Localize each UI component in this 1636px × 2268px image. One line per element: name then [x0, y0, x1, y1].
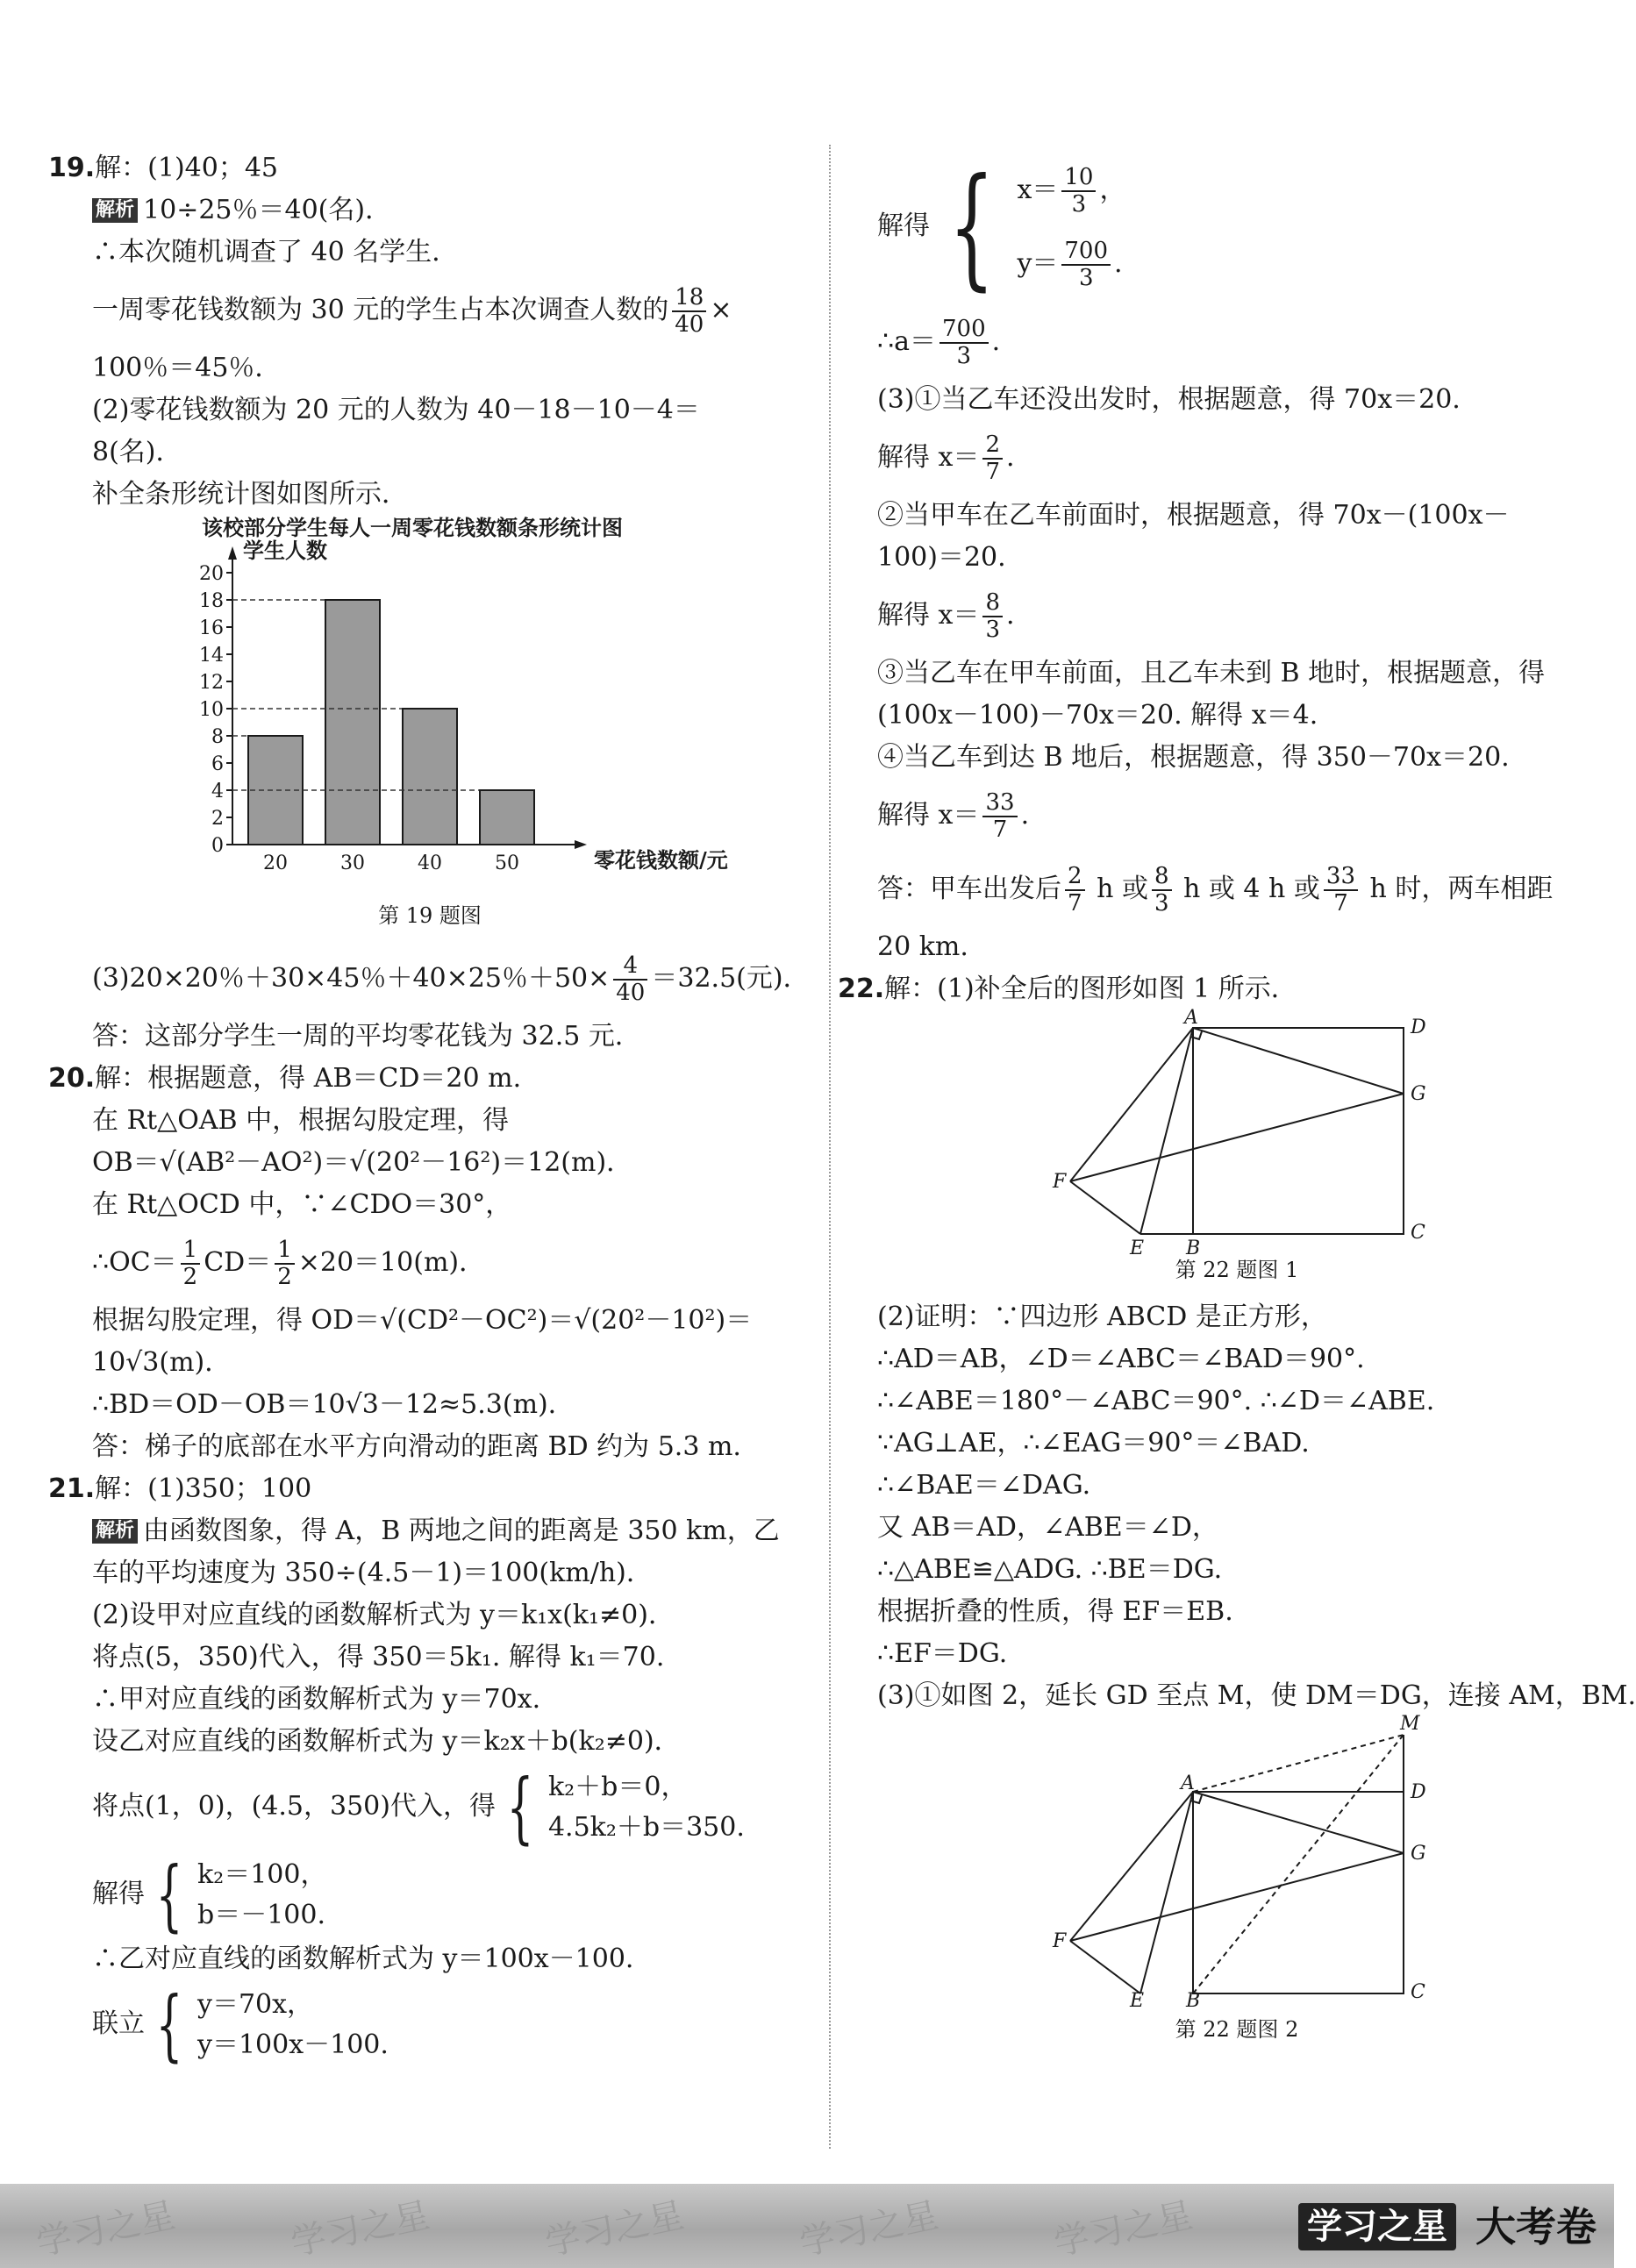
y-tick-label: 16	[199, 617, 224, 639]
brand-logo: 学习之星	[1298, 2203, 1456, 2250]
fraction: $\frac{4}{40}$	[613, 953, 647, 1005]
left-column	[48, 147, 811, 2068]
q19-number: 19.	[48, 153, 96, 183]
q22-line: ∴∠BAE＝∠DAG.	[877, 1470, 1091, 1501]
footer-band	[0, 2184, 1614, 2268]
fraction: $\frac{8}{3}$	[1152, 864, 1172, 916]
fraction: $\frac{700}{3}$	[1061, 239, 1111, 290]
watermark: 学习之星	[32, 2194, 179, 2264]
chart-title: 该校部分学生每人一周零花钱数额条形统计图	[202, 515, 623, 540]
q22-line: ∴EF＝DG.	[877, 1638, 1008, 1669]
brace-icon: {	[155, 1850, 183, 1940]
watermark: 学习之星	[1050, 2194, 1197, 2264]
q21-line: ③当乙车在甲车前面，且乙车未到 B 地时，根据题意，得	[877, 658, 1546, 688]
q20-line: 根据勾股定理，得 OD＝√(CD²－OC²)＝√(20²－10²)＝	[92, 1305, 753, 1336]
bar	[480, 790, 534, 845]
fraction: $\frac{8}{3}$	[982, 590, 1003, 642]
y-tick-label: 12	[199, 672, 224, 694]
segment-af	[1070, 1792, 1193, 1941]
q21-line: 解得 x＝ $\frac{8}{3}$ .	[877, 589, 1015, 643]
y-tick-label: 4	[211, 781, 224, 802]
y-tick-label: 8	[211, 726, 224, 748]
label-f: F	[1053, 1171, 1067, 1193]
q21-line: 解析 由函数图象，得 A，B 两地之间的距离是 350 km，乙	[48, 1510, 811, 1552]
q20-head: 20.解：根据题意，得 AB＝CD＝20 m.	[48, 1063, 522, 1094]
q19-analysis-1: 解析 10÷25％＝40(名)．	[48, 189, 811, 232]
q19-line: 补全条形统计图如图所示．	[92, 479, 408, 510]
q21-line: ②当甲车在乙车前面时，根据题意，得 70x－(100x－	[877, 500, 1510, 531]
label-g: G	[1411, 1083, 1426, 1105]
column-divider	[829, 145, 831, 2149]
brace-icon: {	[155, 1979, 183, 2070]
label-c: C	[1411, 1981, 1425, 2003]
segment-fe	[1070, 1181, 1140, 1234]
q19-head: 19.解：(1)40；45	[48, 153, 278, 183]
q20-line: 10√3(m)．	[92, 1347, 232, 1378]
label-m: M	[1400, 1713, 1420, 1735]
q20-line: ∴BD＝OD－OB＝10√3－12≈5.3(m)．	[92, 1389, 575, 1420]
brace-icon: {	[948, 151, 995, 303]
q22-line: ∵AG⊥AE，∴∠EAG＝90°＝∠BAD.	[877, 1428, 1310, 1459]
equation-system: { k₂＋b＝0， 4.5k₂＋b＝350.	[506, 1762, 745, 1852]
label-e: E	[1130, 1990, 1145, 2012]
q21-line: 设乙对应直线的函数解析式为 y＝k₂x＋b(k₂≠0)．	[92, 1726, 681, 1757]
bar-chart	[149, 515, 728, 893]
fraction: $\frac{33}{7}$	[982, 790, 1017, 842]
y-tick-label: 14	[199, 645, 224, 667]
label-e: E	[1130, 1237, 1145, 1259]
y-tick-label: 20	[199, 563, 224, 585]
segment-ag	[1193, 1028, 1404, 1094]
label-g: G	[1411, 1843, 1426, 1865]
q19-line: (2)零花钱数额为 20 元的人数为 40－18－10－4＝	[92, 395, 700, 425]
fraction: $\frac{2}{7}$	[1065, 864, 1085, 916]
y-tick-label: 2	[211, 808, 224, 830]
figure-caption: 第 22 题图 2	[1175, 2017, 1299, 2042]
x-axis-label: 零花钱数额/元	[594, 847, 728, 873]
q20-number: 20.	[48, 1063, 96, 1094]
geometry-figure-2	[1053, 1713, 1426, 2012]
square-abcd	[1193, 1028, 1404, 1234]
q21-line: 解得 x＝ $\frac{2}{7}$ .	[877, 431, 1015, 485]
fraction: $\frac{700}{3}$	[939, 317, 989, 368]
watermark: 学习之星	[287, 2194, 433, 2264]
q21-line: 100)＝20.	[877, 542, 1006, 573]
label-b: B	[1186, 1237, 1201, 1259]
q21-head: 21.解：(1)350；100	[48, 1473, 312, 1504]
q21-line: 20 km.	[877, 931, 968, 962]
fraction: $\frac{10}{3}$	[1061, 165, 1096, 217]
x-tick-label: 30	[340, 852, 365, 874]
q21-line: (3)①当乙车还没出发时，根据题意，得 70x＝20.	[877, 384, 1461, 415]
figure-caption: 第 19 题图	[378, 903, 482, 928]
q22-number: 22.	[838, 974, 885, 1004]
q21-line: 将点(5，350)代入，得 350＝5k₁. 解得 k₁＝70.	[92, 1642, 665, 1672]
segment-bm	[1193, 1735, 1404, 1993]
q22-line: 根据折叠的性质，得 EF＝EB.	[877, 1596, 1233, 1627]
q22-line: ∴AD＝AB，∠D＝∠ABC＝∠BAD＝90°.	[877, 1344, 1365, 1374]
segment-ae	[1140, 1792, 1193, 1993]
q22-line: (3)①如图 2，延长 GD 至点 M，使 DM＝DG，连接 AM，BM.	[877, 1680, 1636, 1711]
q21-line: 解得 { k₂＝100， b＝－100.	[92, 1850, 327, 1940]
q21-line: 将点(1，0)，(4.5，350)代入，得 { k₂＋b＝0， 4.5k₂＋b＝350.	[92, 1762, 745, 1852]
label-b: B	[1186, 1990, 1201, 2012]
fraction: $\frac{1}{2}$	[181, 1237, 201, 1289]
q21-line: (2)设甲对应直线的函数解析式为 y＝k₁x(k₁≠0)．	[92, 1600, 675, 1630]
y-axis-arrow	[228, 546, 237, 560]
q21-line: 解得 x＝ $\frac{33}{7}$ .	[877, 789, 1030, 843]
y-tick-label: 18	[199, 590, 224, 612]
fraction: $\frac{33}{7}$	[1324, 864, 1358, 916]
y-axis-label: 学生人数	[243, 538, 327, 563]
segment-am	[1193, 1735, 1404, 1792]
label-f: F	[1053, 1930, 1067, 1952]
q19-line: (3)20×20％＋30×45％＋40×25％＋50× $\frac{4}{40}$ ＝32.5(元)．	[92, 952, 810, 1006]
q21-line: ∴甲对应直线的函数解析式为 y＝70x.	[92, 1684, 541, 1715]
q21-line: (100x－100)－70x＝20. 解得 x＝4.	[877, 700, 1318, 731]
x-tick-label: 50	[495, 852, 519, 874]
segment-af	[1070, 1028, 1193, 1181]
equation-system: { k₂＝100， b＝－100.	[155, 1850, 327, 1940]
q22-line: (2)证明：∵四边形 ABCD 是正方形，	[877, 1302, 1327, 1332]
watermark: 学习之星	[541, 2194, 688, 2264]
label-d: D	[1411, 1781, 1426, 1803]
geometry-figure-1	[1053, 1007, 1426, 1259]
label-c: C	[1411, 1222, 1425, 1244]
x-axis-arrow	[575, 840, 587, 849]
analysis-tag: 解析	[92, 1519, 138, 1544]
label-a: A	[1181, 1772, 1195, 1794]
q19-line: ∴本次随机调查了 40 名学生．	[92, 237, 459, 267]
q22-line: 又 AB＝AD，∠ABE＝∠D，	[877, 1512, 1218, 1543]
q21-line: 联立 { y＝70x， y＝100x－100.	[92, 1979, 389, 2070]
q21-line: 答：甲车出发后 $\frac{2}{7}$ h 或 $\frac{8}{3}$ h 或 4 h 或 $\frac{33}{7}$ h 时，两车相距	[877, 863, 1554, 916]
q21-line: ∴乙对应直线的函数解析式为 y＝100x－100.	[92, 1943, 634, 1974]
analysis-tag: 解析	[92, 198, 138, 223]
q22-line: ∴△ABE≌△ADG. ∴BE＝DG.	[877, 1554, 1223, 1585]
q19-line: 8(名)．	[92, 437, 182, 467]
segment-fg	[1070, 1853, 1404, 1941]
q22-line: ∴∠ABE＝180°－∠ABC＝90°. ∴∠D＝∠ABE.	[877, 1386, 1435, 1416]
watermark: 学习之星	[796, 2194, 942, 2264]
q20-line: 答：梯子的底部在水平方向滑动的距离 BD 约为 5.3 m.	[92, 1431, 741, 1462]
q19-line: 100％＝45％．	[92, 353, 282, 383]
q20-line: 在 Rt△OAB 中，根据勾股定理，得	[92, 1105, 510, 1136]
equation-system: { x＝ $\frac{10}{3}$ ， y＝ $\frac{700}{3}$ .	[948, 151, 1126, 303]
fraction: $\frac{1}{2}$	[275, 1237, 295, 1289]
segment-fe	[1070, 1941, 1140, 1993]
q20-line: OB＝√(AB²－AO²)＝√(20²－16²)＝12(m)．	[92, 1147, 633, 1178]
q21-number: 21.	[48, 1473, 96, 1504]
x-tick-label: 40	[418, 852, 442, 874]
bar	[325, 600, 380, 845]
segment-ae	[1140, 1028, 1193, 1234]
y-tick-label: 6	[211, 753, 224, 775]
fraction: $\frac{2}{7}$	[982, 432, 1003, 484]
figure-caption: 第 22 题图 1	[1175, 1258, 1299, 1282]
segment-ag	[1193, 1792, 1404, 1853]
label-d: D	[1411, 1016, 1426, 1038]
q21-line: ∴a＝ $\frac{700}{3}$ .	[877, 316, 1001, 369]
series-name: 大考卷	[1475, 2203, 1597, 2250]
segment-fg	[1070, 1094, 1404, 1181]
q19-line: 答：这部分学生一周的平均零花钱为 32.5 元．	[92, 1021, 641, 1052]
brace-icon: {	[506, 1762, 534, 1852]
q21-line: 车的平均速度为 350÷(4.5－1)＝100(km/h)．	[92, 1558, 653, 1588]
right-column	[838, 147, 1636, 2056]
y-tick-label: 0	[211, 835, 224, 857]
label-a: A	[1184, 1007, 1198, 1029]
q19-line: 一周零花钱数额为 30 元的学生占本次调查人数的 $\frac{18}{40}$ ×	[92, 284, 732, 338]
q21-line: 解得 { x＝ $\frac{10}{3}$ ， y＝ $\frac{700}{3}$ .	[877, 151, 1126, 303]
q21-line: ④当乙车到达 B 地后，根据题意，得 350－70x＝20.	[877, 742, 1510, 773]
equation-system: { y＝70x， y＝100x－100.	[155, 1979, 389, 2070]
x-tick-label: 20	[263, 852, 288, 874]
fraction: $\frac{18}{40}$	[672, 285, 706, 337]
q20-line: 在 Rt△OCD 中，∵∠CDO＝30°，	[92, 1189, 512, 1220]
y-tick-label: 10	[199, 699, 224, 721]
q20-line: ∴OC＝ $\frac{1}{2}$ CD＝ $\frac{1}{2}$ ×20＝10(m)．	[92, 1237, 486, 1290]
q22-head: 22.解：(1)补全后的图形如图 1 所示．	[838, 974, 1297, 1004]
bar	[403, 709, 457, 845]
